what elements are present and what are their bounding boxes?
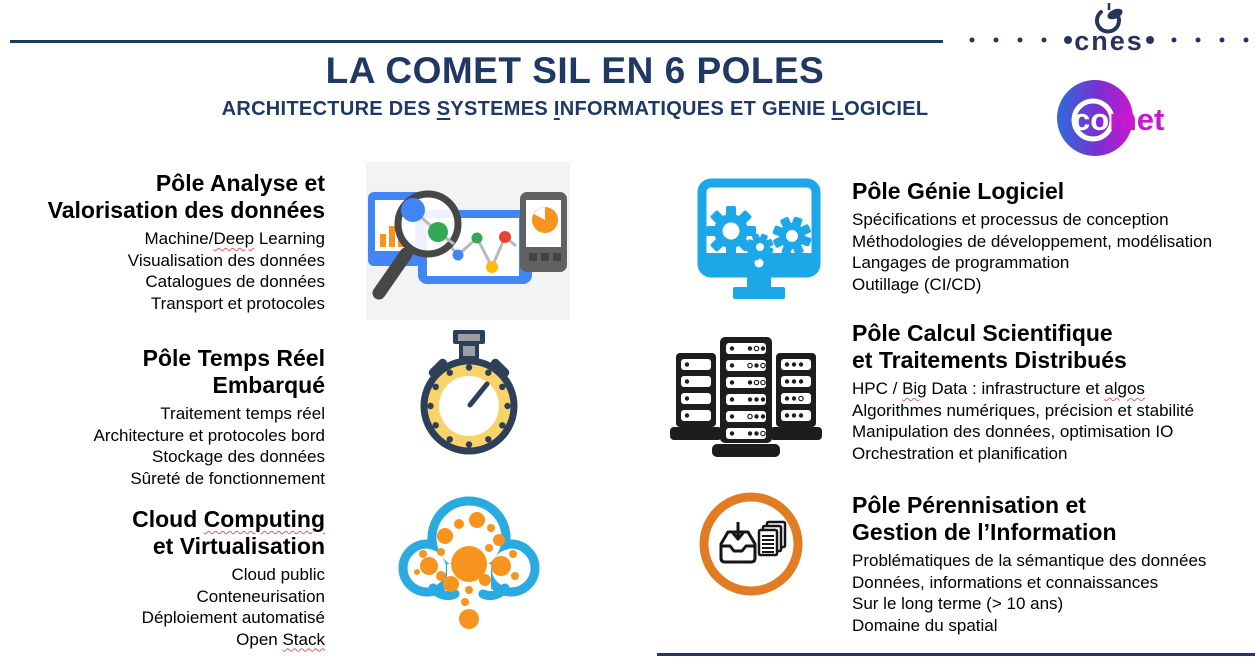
pole-perennisation — [852, 492, 1255, 636]
cnes-logo — [958, 2, 1250, 58]
pole-title — [852, 320, 1255, 374]
pole-title-line — [852, 492, 1255, 519]
pole-item — [852, 231, 1255, 253]
pole-item — [852, 572, 1255, 594]
text-segment: I — [553, 98, 560, 120]
text-segment: Problématiques de la sémantique des données — [852, 551, 1207, 570]
pole-item — [0, 250, 325, 272]
documents-stack-icon — [759, 522, 785, 555]
text-segment: algos — [1104, 379, 1145, 398]
data-analytics-illustration — [366, 162, 570, 320]
text-segment: Méthodologies de développement, modélisation — [852, 231, 1213, 251]
pole-items — [852, 209, 1255, 295]
text-segment: Langages de programmation — [852, 253, 1070, 272]
pole-item — [852, 421, 1255, 443]
text-segment: Outillage (CI/CD) — [852, 274, 982, 294]
pole-item — [852, 209, 1255, 231]
pole-items — [852, 378, 1255, 464]
server-rack-icon — [670, 323, 822, 459]
pole-item — [0, 271, 325, 293]
pole-title-line — [852, 320, 1255, 347]
pole-item — [852, 443, 1255, 465]
text-segment: YSTEMES — [450, 98, 554, 120]
pole-title — [852, 492, 1255, 546]
text-segment: Pôle Calcul Scientifique — [852, 320, 1113, 346]
server-rack — [670, 323, 822, 459]
pole-item — [0, 228, 325, 250]
text-segment: Algorithmes numériques, précision et stabilité — [852, 400, 1195, 420]
pole-item — [0, 468, 325, 490]
pole-item — [0, 403, 325, 425]
text-segment: Sur le long terme (> 10 ans) — [852, 594, 1064, 613]
text-segment: Sûreté de fonctionnement — [130, 468, 325, 488]
text-segment: Déploiement automatisé — [141, 608, 325, 627]
pole-title — [0, 345, 325, 399]
text-segment: Conteneurisation — [196, 586, 325, 606]
pole-item — [852, 615, 1255, 637]
text-segment: Domaine du spatial — [852, 615, 998, 635]
text-segment: Machine/ — [144, 229, 214, 248]
pole-title-line — [0, 533, 325, 560]
pole-item — [852, 400, 1255, 422]
archive-documents — [695, 488, 807, 600]
text-segment: Pôle Temps Réel — [142, 345, 325, 371]
text-segment: Cloud public — [231, 565, 325, 584]
pole-items — [0, 228, 325, 314]
pole-title — [0, 506, 325, 560]
pole-item — [0, 446, 325, 468]
monitor-gears — [695, 176, 823, 306]
text-segment: NFORMATIQUES ET GENIE — [559, 98, 832, 120]
comet-wordmark — [1073, 102, 1164, 137]
comet-logo-graphic — [1048, 76, 1218, 160]
text-segment: Stack — [282, 629, 325, 649]
text-segment: Pôle Pérennisation et — [852, 492, 1086, 518]
text-segment: Transport et protocoles — [150, 293, 325, 313]
text-segment: Big — [902, 379, 927, 398]
text-segment: S — [436, 98, 451, 120]
text-segment: HPC / — [852, 379, 903, 398]
comet-wordmark-met: met — [1109, 102, 1165, 137]
pole-items — [852, 550, 1255, 636]
pole-item — [852, 274, 1255, 296]
data-analytics-icon — [366, 162, 570, 320]
archive-documents-icon — [695, 488, 807, 600]
text-segment: Données, informations et connaissances — [852, 572, 1159, 592]
pole-title-line — [852, 347, 1255, 374]
pole-item — [852, 252, 1255, 274]
stopwatch — [417, 328, 521, 458]
page-subtitle — [150, 96, 1000, 122]
pole-item — [852, 550, 1255, 572]
pole-item — [0, 586, 325, 608]
page-title: LA COMET SIL EN 6 POLES — [325, 50, 825, 91]
text-segment: Visualisation des données — [127, 250, 325, 270]
cloud-computing — [393, 478, 545, 630]
pole-title — [0, 170, 325, 224]
cloud-dots-icon — [393, 478, 545, 630]
text-segment: Cloud — [132, 506, 204, 532]
pole-item — [0, 293, 325, 315]
pole-item — [0, 425, 325, 447]
text-segment: Traitement temps réel — [160, 404, 325, 423]
text-segment: Pôle Génie Logiciel — [852, 178, 1065, 204]
comet-logo — [1048, 76, 1218, 160]
pole-genie-logiciel — [852, 178, 1255, 295]
text-segment: Pôle Analyse et — [155, 170, 325, 196]
cnes-wordmark: cnes — [1074, 26, 1144, 56]
text-segment: Catalogues de données — [145, 272, 325, 291]
text-segment: Manipulation des données, optimisation IO — [852, 422, 1174, 441]
pole-title — [852, 178, 1255, 205]
text-segment: Orchestration et planification — [852, 443, 1068, 463]
text-segment: ARCHITECTURE DES — [221, 98, 437, 120]
monitor-gears-icon — [695, 176, 823, 306]
pole-item — [852, 593, 1255, 615]
text-segment: L — [831, 98, 845, 120]
pole-item — [852, 378, 1255, 400]
pole-title-line — [0, 170, 325, 197]
pole-title-line — [0, 506, 325, 533]
pole-items — [0, 564, 325, 650]
text-segment: Stockage des données — [152, 447, 325, 466]
pole-item — [0, 629, 325, 651]
comet-wordmark-co: co — [1073, 102, 1110, 137]
pole-temps-reel-embarque — [0, 345, 325, 489]
text-segment: Spécifications et processus de conception — [852, 210, 1169, 229]
footer-divider-line — [657, 653, 1255, 656]
pole-calcul-scientifique — [852, 320, 1255, 464]
pole-title-line — [852, 519, 1255, 546]
pole-title-line — [0, 197, 325, 224]
header-divider-line — [10, 40, 943, 43]
pole-title-line — [0, 372, 325, 399]
text-segment: et Virtualisation — [152, 533, 325, 559]
text-segment: Learning — [254, 229, 325, 248]
text-segment: Embarqué — [212, 372, 325, 398]
pole-cloud-computing — [0, 506, 325, 650]
text-segment: Gestion de l’Information — [852, 519, 1117, 545]
title-block — [150, 50, 1000, 122]
pole-items — [0, 403, 325, 489]
pole-item — [0, 607, 325, 629]
cnes-logo-graphic — [958, 2, 1250, 58]
text-segment: OGICIEL — [844, 98, 929, 120]
stopwatch-icon — [417, 328, 521, 458]
pole-analyse-et-valorisation — [0, 170, 325, 314]
text-segment: Architecture et protocoles bord — [93, 425, 325, 445]
pole-item — [0, 564, 325, 586]
pole-title-line — [0, 345, 325, 372]
text-segment: Valorisation des données — [47, 197, 325, 223]
cnes-dot — [970, 38, 975, 43]
text-segment: Computing — [203, 506, 325, 532]
text-segment: Data : infrastructure et — [926, 379, 1105, 398]
pole-title-line — [852, 178, 1255, 205]
text-segment: Open — [236, 629, 283, 649]
text-segment: Deep — [213, 229, 255, 248]
text-segment: et Traitements Distribués — [852, 347, 1127, 373]
